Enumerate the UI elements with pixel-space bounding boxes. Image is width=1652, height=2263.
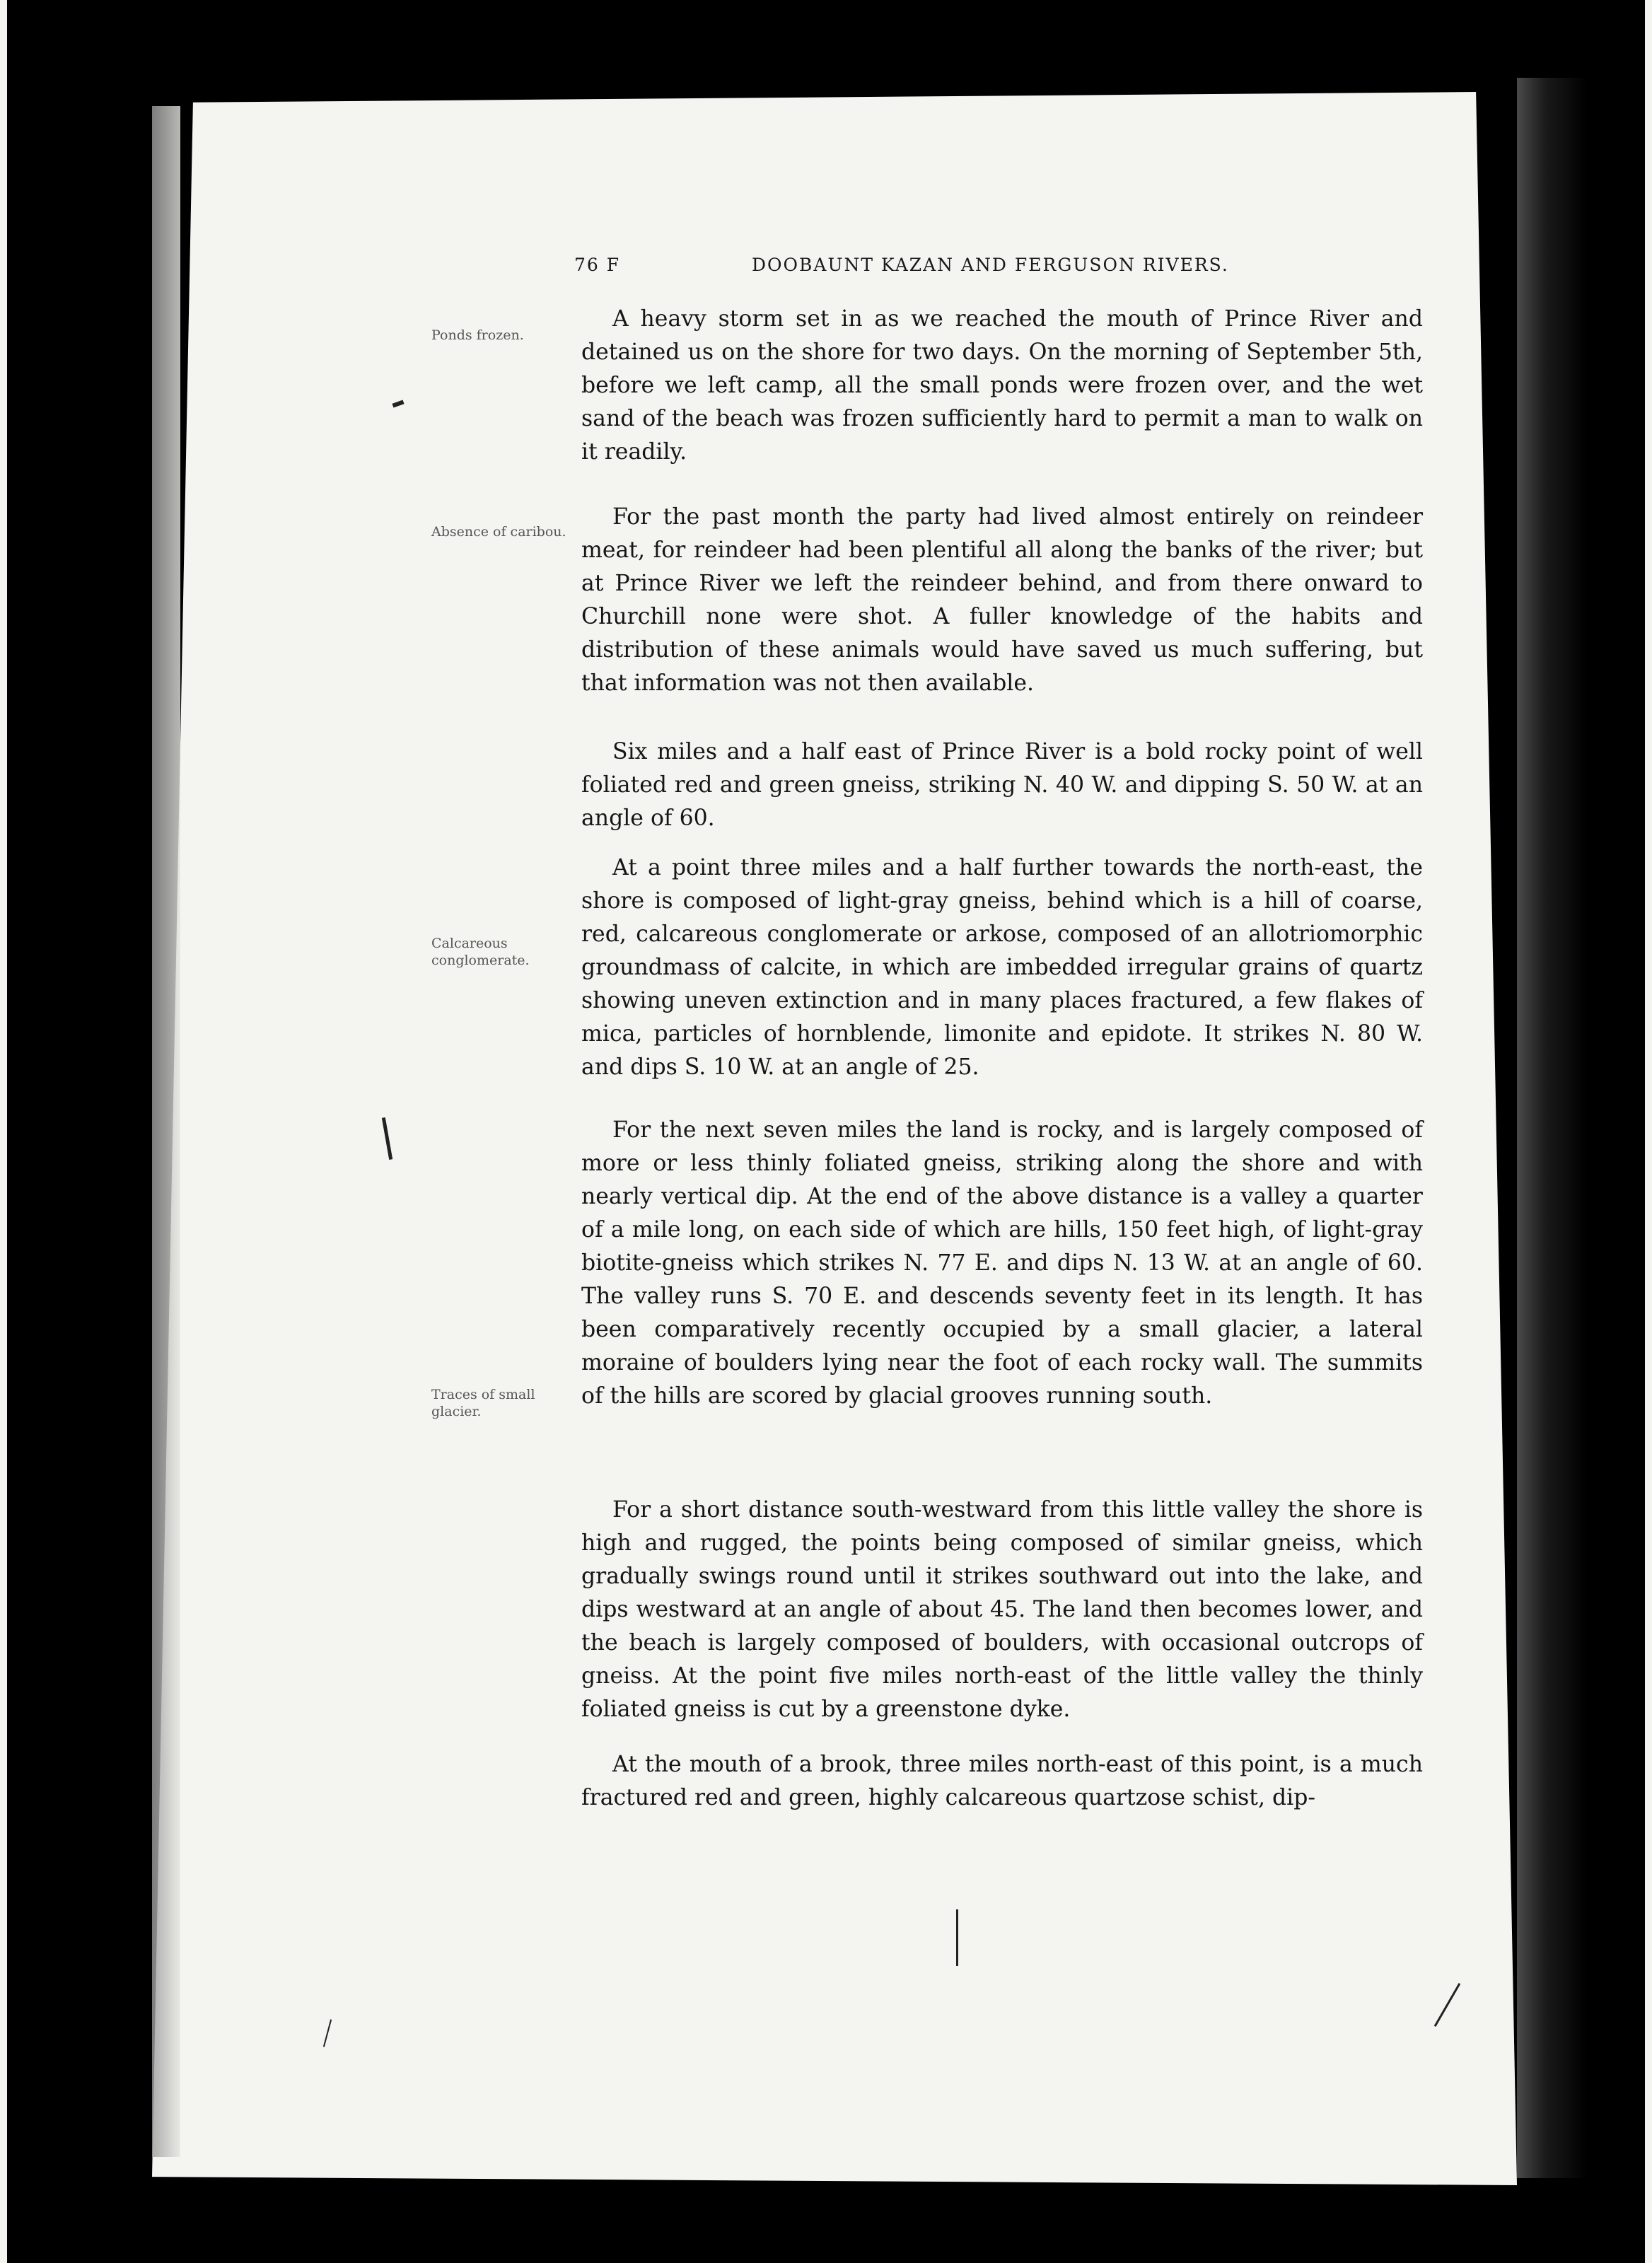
paragraph-6: For a short distance south-westward from this little valley the shore is high and rugged, the points being composed of similar gneiss, which gradually swings round until it strikes southward out into the lake, and dips westward at an angle of about 45. The land then becomes lower, and the beach is largely composed of boulders, with occasional outcrops of gneiss. At the point five miles north-east of the little valley the thinly foliated gneiss is cut by a greenstone dyke.: [581, 1497, 1423, 1722]
paragraph-2: For the past month the party had lived almost entirely on reindeer meat, for reindeer had been plentiful all along the banks of the river; but at Prince River we left the reindeer behind, and from there onward to Churchill none were shot. A fuller knowledge of the habits and distribution of these animals would have saved us much suffering, but that information was not then available.: [581, 504, 1423, 696]
marginal-note-calcareous-conglomerate: Calcareous conglomerate.: [431, 936, 530, 968]
paragraph-1: A heavy storm set in as we reached the mouth of Prince River and detained us on the shore for two days. On the morning of September 5th, before we left camp, all the small ponds were frozen over, and the wet sand of the beach was frozen sufficiently hard to permit a man to walk on it readily.: [581, 306, 1423, 465]
scan-border-left: [0, 0, 7, 2263]
paragraph-3: Six miles and a half east of Prince River is a bold rocky point of well foliated red and green gneiss, striking N. 40 W. and dipping S. 50 W. at an angle of 60.: [581, 739, 1423, 831]
scan-border-right: [1645, 0, 1652, 2263]
paragraph-4: At a point three miles and a half further towards the north-east, the shore is composed of light-gray gneiss, behind which is a hill of coarse, red, calcareous conglomerate or arkose, composed of an allotriomorphic groundmass of calcite, in which are imbedded irregular grains of quartz showing uneven extinction and in many places fractured, a few flakes of mica, particles of hornblende, limonite and epidote. It strikes N. 80 W. and dips S. 10 W. at an angle of 25.: [581, 855, 1423, 1080]
page-header: [0, 255, 1652, 283]
paragraph-5: For the next seven miles the land is rocky, and is largely composed of more or less thinly foliated gneiss, striking along the shore and with nearly vertical dip. At the end of the above distance is a valley a quarter of a mile long, on each side of which are hills, 150 feet high, of light-gray biotite-gneiss which strikes N. 77 E. and dips N. 13 W. at an angle of 60. The valley runs S. 70 E. and descends seventy feet in its length. It has been comparatively recently occupied by a small glacier, a lateral moraine of boulders lying near the foot of each rocky wall. The summits of the hills are scored by glacial grooves running south.: [581, 1117, 1423, 1409]
stray-mark: [956, 1909, 958, 1966]
marginal-note-absence-of-caribou: Absence of caribou.: [431, 524, 566, 540]
marginal-note-traces-of-small-glacier: Traces of small glacier.: [431, 1387, 535, 1419]
binding-shadow: [1517, 78, 1588, 2178]
marginal-note-ponds-frozen: Ponds frozen.: [431, 327, 524, 343]
page-number: 76 F: [574, 255, 621, 275]
paragraph-7: At the mouth of a brook, three miles north-east of this point, is a much fractured red and green, highly calcareous quartzose schist, dip-: [581, 1752, 1423, 1810]
running-head: DOOBAUNT KAZAN AND FERGUSON RIVERS.: [752, 255, 1229, 275]
page-edge-shadow: [152, 106, 180, 2157]
